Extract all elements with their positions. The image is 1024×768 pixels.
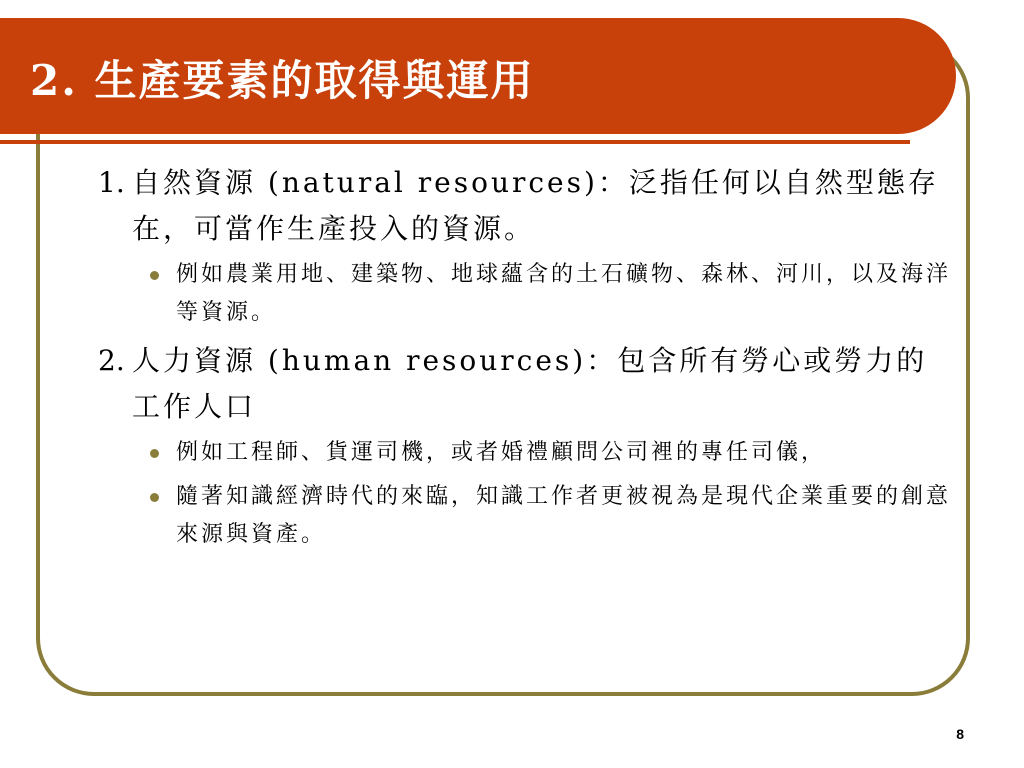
sub-bullet-item [150, 434, 978, 472]
list-item-natural-resources [98, 160, 978, 252]
bullet-dot-icon [150, 256, 176, 332]
list-item-human-resources [98, 338, 978, 430]
sub-bullet-item [150, 478, 978, 554]
page-number: 8 [956, 726, 964, 742]
sub-bullet-text: 例如工程師、貨運司機，或者婚禮顧問公司裡的專任司儀， [176, 440, 827, 465]
title-underline [0, 140, 910, 144]
slide-title: 2. 生產要素的取得與運用 [30, 56, 535, 105]
list-item-text: 自然資源 (natural resources)：泛指任何以自然型態存在，可當作生產投入的資源。 [132, 166, 939, 245]
list-item-text: 人力資源 (human resources)：包含所有勞心或勞力的工作人口 [132, 344, 928, 423]
bullet-dot-icon [150, 478, 176, 554]
slide-body [98, 160, 978, 560]
list-number: 2. [98, 344, 125, 377]
sub-bullet-item [150, 256, 978, 332]
list-number: 1. [98, 166, 125, 199]
bullet-dot-icon [150, 434, 176, 472]
sub-bullet-text: 隨著知識經濟時代的來臨，知識工作者更被視為是現代企業重要的創意來源與資產。 [176, 484, 952, 547]
sub-bullet-text: 例如農業用地、建築物、地球蘊含的土石礦物、森林、河川，以及海洋等資源。 [176, 262, 952, 325]
